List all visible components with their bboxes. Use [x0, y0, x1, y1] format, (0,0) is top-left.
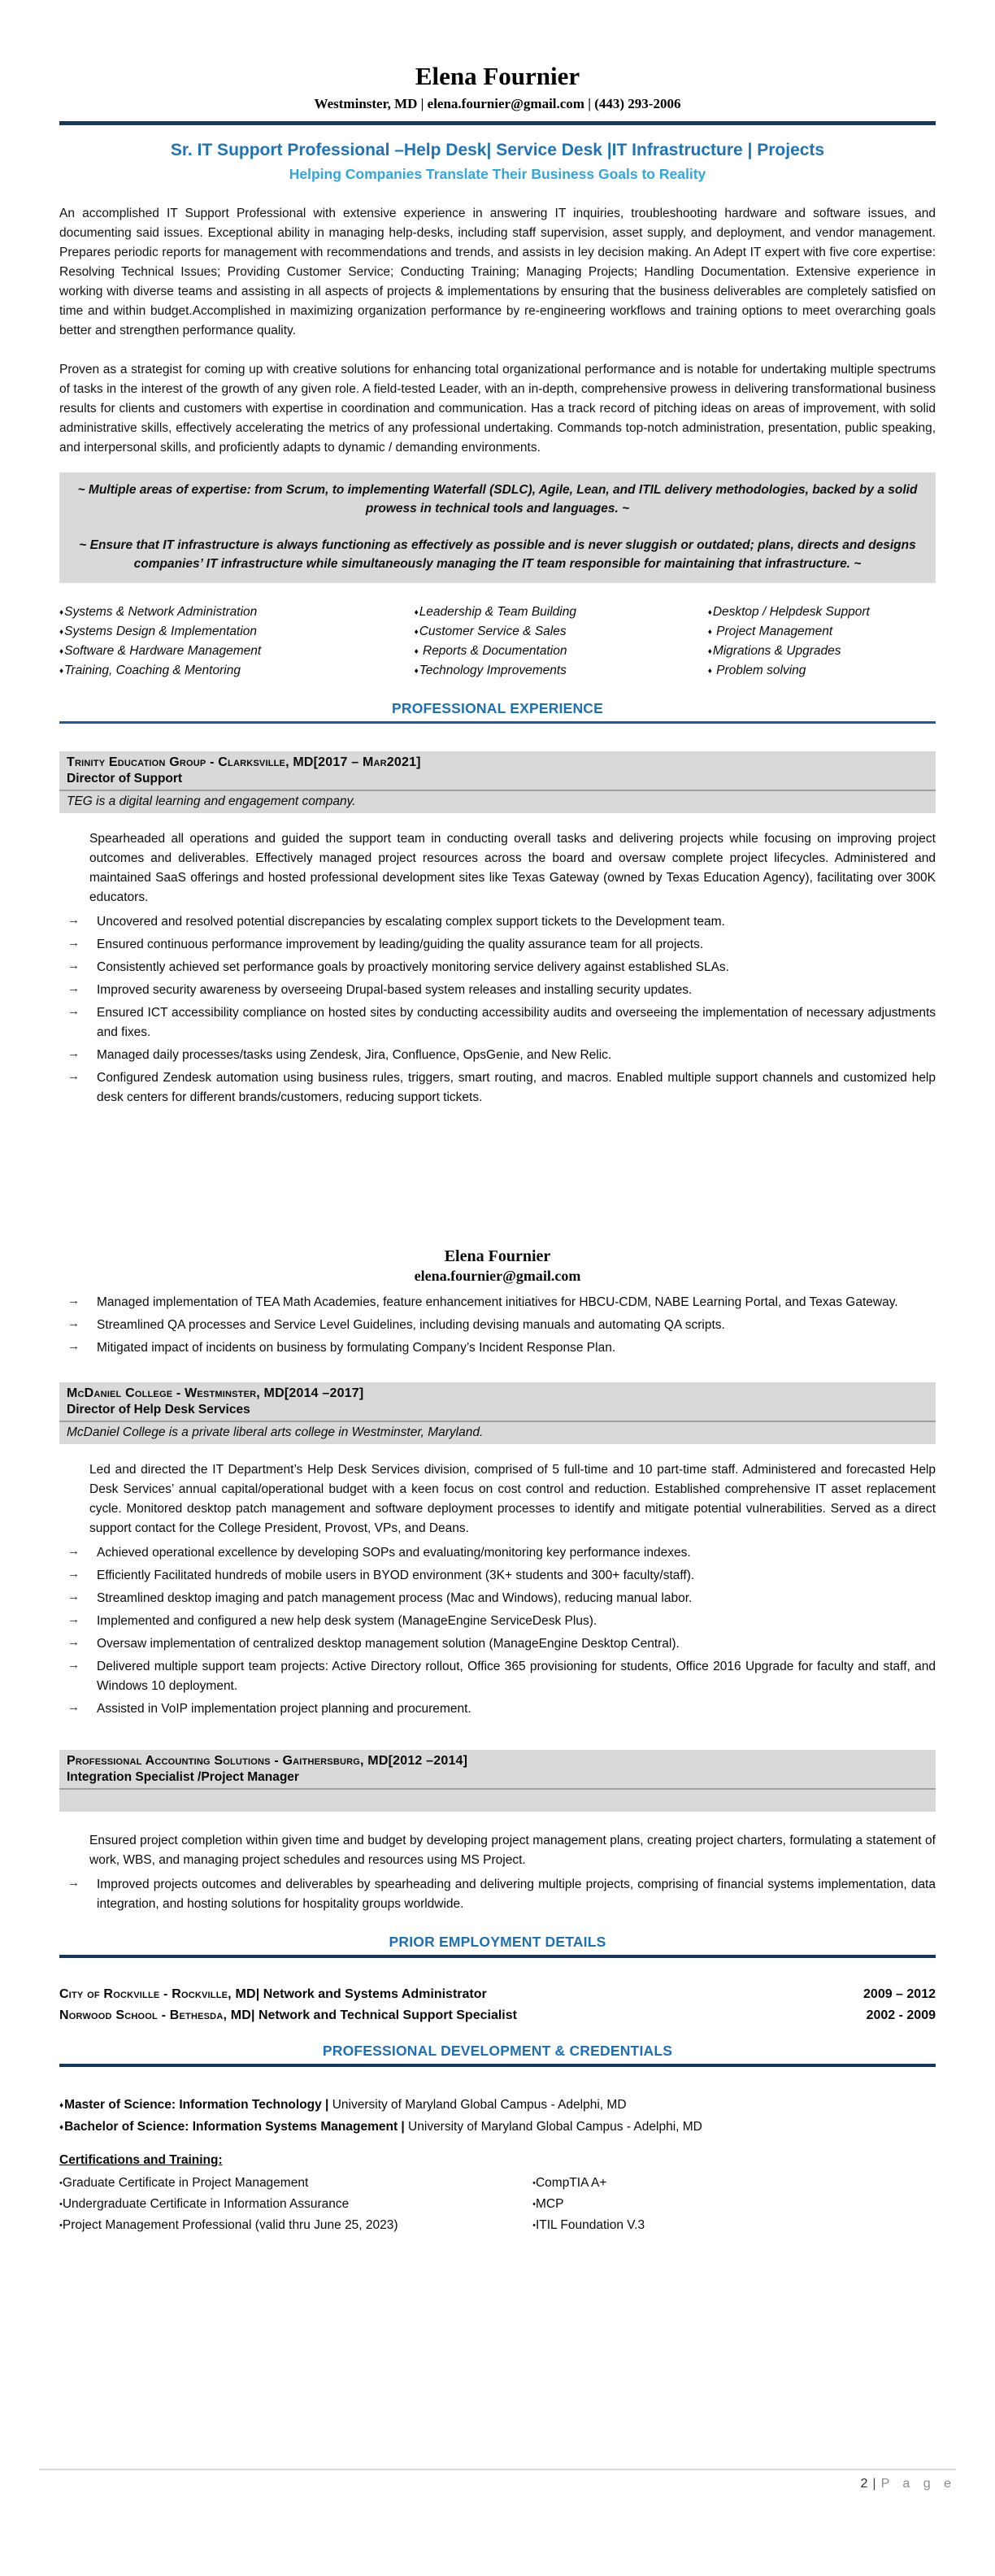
diamond-bullet-icon: ♦ [59, 667, 64, 676]
bullet-item [67, 1543, 936, 1563]
bullet-text: Ensured ICT accessibility compliance on hosted sites by conducting accessibility audits and overseeing the implementation of necessary adjustments and fixes. [97, 1006, 936, 1039]
arrow-bullet-icon: → [67, 1544, 80, 1558]
certification-label: Graduate Certificate in Project Management [62, 2176, 309, 2190]
diamond-bullet-icon: ♦ [414, 628, 419, 637]
page-number [39, 2477, 956, 2491]
bullet-text: Improved projects outcomes and deliverables by spearheading and delivering multiple projects, comprising of financial systems implementation, data integration, and hosting solutions for hospitality groups worldwide. [97, 1878, 936, 1911]
bullet-item [67, 1003, 936, 1042]
certifications-right [532, 2173, 936, 2236]
section-heading-development: PROFESSIONAL DEVELOPMENT & CREDENTIALS [322, 2043, 673, 2059]
skill-label: Systems & Network Administration [64, 605, 258, 619]
prior-role: | Network and Technical Support Specialist [251, 2008, 517, 2022]
skills-grid [59, 603, 936, 681]
bullet-item [67, 1566, 936, 1586]
arrow-bullet-icon: → [67, 1004, 80, 1018]
certification-item [59, 2215, 532, 2236]
skill-item [415, 642, 708, 661]
bullet-item [67, 1316, 936, 1335]
skill-item [59, 642, 415, 661]
skill-item [415, 622, 708, 642]
arrow-bullet-icon: → [67, 959, 80, 973]
education-school: University of Maryland Global Campus - Adelphi, MD [404, 2120, 702, 2134]
contact-line: Westminster, MD | elena.fournier@gmail.com | (443) 293-2006 [314, 96, 681, 111]
skill-item [415, 661, 708, 681]
education-degree: Master of Science: Information Technology | [64, 2098, 329, 2112]
resume-title: Sr. IT Support Professional –Help Desk| Service Desk |IT Infrastructure | Projects [170, 141, 825, 159]
education-list [59, 2095, 936, 2139]
certification-item [532, 2215, 936, 2236]
arrow-bullet-icon: → [67, 981, 80, 995]
certification-label: MCP [535, 2197, 564, 2211]
bullet-text: Oversaw implementation of centralized desktop management solution (ManageEngine Desktop Central). [97, 1637, 680, 1651]
expertise-highlight-box [59, 472, 936, 583]
candidate-name: Elena Fournier [415, 62, 580, 90]
summary-paragraph-2: Proven as a strategist for coming up with creative solutions for enhancing total organizational performance and is notable for undertaking multiple spectrums of tasks in the interest of the growth of any given role. A field-tested Leader, with an in-depth, comprehensive prowess in delivering transformational business results for clients and customers with expertise in coordination and communication. Has a track record of pitching ideas on areas of improvement, with solid administrative skills, effectively accelerating the metrics of any professional undertaking. Commands top-notch administration, presentation, public speaking, and interpersonal skills, and proficiently adapts to dynamic / demanding environments. [59, 363, 936, 455]
job2-bullets [59, 1543, 936, 1719]
skill-label: Migrations & Upgrades [712, 644, 841, 658]
certification-item [532, 2173, 936, 2194]
education-school: University of Maryland Global Campus - Adelphi, MD [328, 2098, 627, 2112]
skill-label: Customer Service & Sales [419, 624, 567, 638]
bullet-text: Mitigated impact of incidents on business by formulating Company’s Incident Response Plan. [97, 1341, 616, 1355]
page2-email: elena.fournier@gmail.com [414, 1268, 581, 1284]
prior-company: Norwood School - Bethesda, MD [59, 2008, 252, 2022]
arrow-bullet-icon: → [67, 1635, 80, 1649]
arrow-bullet-icon: → [67, 1339, 80, 1353]
prior-dates: 2002 - 2009 [866, 2008, 936, 2022]
job3-role: Integration Specialist /Project Manager [67, 1770, 299, 1784]
skill-item [708, 642, 936, 661]
job1-bullets [59, 912, 936, 1107]
prior-company: City of Rockville - Rockville, MD [59, 1987, 256, 2001]
arrow-bullet-icon: → [67, 1316, 80, 1330]
prior-role: | Network and Systems Administrator [255, 1987, 487, 2001]
bullet-item [67, 912, 936, 932]
arrow-bullet-icon: → [67, 1567, 80, 1581]
arrow-bullet-icon: → [67, 1046, 80, 1060]
skill-item [59, 603, 415, 622]
bullet-item [67, 1875, 936, 1914]
dot-bullet-icon: • [532, 2221, 536, 2230]
bullet-item [67, 1612, 936, 1631]
certification-item [59, 2173, 532, 2194]
certifications-heading: Certifications and Training: [59, 2153, 223, 2167]
job2-role: Director of Help Desk Services [67, 1403, 250, 1416]
page-number-separator: | [872, 2477, 876, 2491]
bullet-text: Efficiently Facilitated hundreds of mobile users in BYOD environment (3K+ students and 300+ faculty/staff). [97, 1569, 695, 1582]
job2-intro: Led and directed the IT Department’s Help Desk Services division, comprised of 5 full-time and 10 part-time staff. Administered and forecasted Help Desk Services’ annual capital/operational budget with a keen focus on cost control and reduction. Established comprehensive IT asset replacement cycle. Monitored desktop patch management and software deployment processes to identify and mitigate potential vulnerabilities. Served as a direct support contact for the College President, Provost, VPs, and Deans. [89, 1463, 936, 1535]
bullet-item [67, 935, 936, 955]
page-break-gap [59, 1111, 936, 1247]
diamond-bullet-icon: ♦ [707, 608, 712, 617]
bullet-item [67, 981, 936, 1000]
skill-item [708, 622, 936, 642]
job2-about: McDaniel College is a private liberal arts college in Westminster, Maryland. [67, 1425, 484, 1439]
job3-header [59, 1750, 936, 1812]
bullet-text: Configured Zendesk automation using business rules, triggers, smart routing, and macros. Enabled multiple support channels and customized help desk centers for different brands/customers, reducing support tickets. [97, 1071, 936, 1104]
dot-bullet-icon: • [59, 2221, 63, 2230]
job2-header [59, 1382, 936, 1444]
section-rule [59, 2064, 936, 2067]
dot-bullet-icon: • [59, 2200, 63, 2209]
diamond-bullet-icon: ♦ [59, 2101, 64, 2110]
skill-label: Systems Design & Implementation [64, 624, 258, 638]
skill-label: Problem solving [712, 664, 806, 677]
certifications-columns [59, 2173, 936, 2236]
bullet-text: Implemented and configured a new help desk system (ManageEngine ServiceDesk Plus). [97, 1614, 597, 1628]
arrow-bullet-icon: → [67, 1658, 80, 1672]
education-degree: Bachelor of Science: Information Systems Management | [64, 2120, 405, 2134]
bullet-text: Ensured continuous performance improvement by leading/guiding the quality assurance team for all projects. [97, 938, 704, 951]
page-word: P a g e [880, 2477, 956, 2491]
skill-item [415, 603, 708, 622]
arrow-bullet-icon: → [67, 913, 80, 927]
bullet-item [67, 1046, 936, 1065]
skill-label: Software & Hardware Management [64, 644, 262, 658]
prior-employment-row [59, 1984, 936, 2005]
bullet-item [67, 1338, 936, 1358]
job3-intro: Ensured project completion within given time and budget by developing project management plans, creating project charters, formulating a statement of work, WBS, and managing project schedules and resources using MS Project. [89, 1834, 936, 1867]
bullet-item [67, 958, 936, 977]
skill-item [59, 661, 415, 681]
bullet-text: Improved security awareness by overseeing Drupal-based system releases and installing security updates. [97, 983, 693, 997]
footer-rule [39, 2469, 956, 2470]
page2-candidate-name: Elena Fournier [444, 1247, 551, 1265]
bullet-item [67, 1657, 936, 1696]
bullet-item [67, 1699, 936, 1719]
certifications-left [59, 2173, 532, 2236]
skill-item [708, 661, 936, 681]
prior-employment-row [59, 2005, 936, 2026]
diamond-bullet-icon: ♦ [707, 667, 712, 676]
diamond-bullet-icon: ♦ [414, 647, 419, 656]
skill-label: Reports & Documentation [419, 644, 567, 658]
skill-label: Project Management [712, 624, 833, 638]
skill-label: Training, Coaching & Mentoring [64, 664, 241, 677]
dot-bullet-icon: • [532, 2200, 536, 2209]
bullet-item [67, 1589, 936, 1608]
job2-company: McDaniel College - Westminster, MD[2014 –2017] [67, 1386, 364, 1400]
skill-item [708, 603, 936, 622]
job1-intro: Spearheaded all operations and guided the support team in conducting overall tasks and delivering projects while focusing on improving project outcomes and deliverables. Effectively managed project resources across the board and oversaw complete project lifecycles. Administered and maintained SaaS offerings and hosted professional development sites like Texas Gateway (owned by Texas Education Agency), facilitating over 300K educators. [89, 832, 936, 904]
certification-label: ITIL Foundation V.3 [535, 2218, 645, 2232]
skill-label: Desktop / Helpdesk Support [712, 605, 870, 619]
arrow-bullet-icon: → [67, 936, 80, 950]
education-row [59, 2117, 936, 2139]
prior-left [59, 2005, 867, 2026]
bullet-text: Streamlined QA processes and Service Level Guidelines, including devising manuals and automating QA scripts. [97, 1318, 725, 1332]
highlight-2: ~ Ensure that IT infrastructure is always functioning as effectively as possible and is never sluggish or outdated; plans, directs and designs companies’ IT infrastructure while simultaneously managing the IT team responsible for maintaining that infrastructure. ~ [79, 538, 916, 571]
skills-column-2 [415, 603, 708, 681]
bullet-text: Assisted in VoIP implementation project planning and procurement. [97, 1702, 471, 1716]
arrow-bullet-icon: → [67, 1069, 80, 1083]
certification-item [532, 2194, 936, 2215]
arrow-bullet-icon: → [67, 1876, 80, 1890]
summary-paragraph-1: An accomplished IT Support Professional with extensive experience in answering IT inquiries, troubleshooting hardware and software issues, and documenting said issues. Exceptional ability in managing help-desks, including staff supervision, asset supply, and deployment, and vendor management. Prepares periodic reports for management with recommendations and trends, and assists in ley decision making. An Adept IT expert with five core expertise: Resolving Technical Issues; Providing Customer Service; Conducting Training; Managing Projects; Handling Documentation. Extensive experience in working with diverse teams and assisting in all aspects of projects & implementations by ensuring that the business deliverables are completely satisfied on time and within budget.Accomplished in maximizing organization performance by re-engineering workflows and training options to meet overarching goals better and strengthen performance quality. [59, 207, 936, 337]
job1-continued-bullets [59, 1293, 936, 1358]
arrow-bullet-icon: → [67, 1700, 80, 1714]
section-rule [59, 1955, 936, 1958]
dot-bullet-icon: • [532, 2178, 536, 2188]
page-number-value: 2 [860, 2477, 868, 2491]
bullet-text: Uncovered and resolved potential discrepancies by escalating complex support tickets to the Development team. [97, 915, 725, 929]
prior-employment-list [59, 1984, 936, 2026]
skills-column-3 [708, 603, 936, 681]
bullet-text: Achieved operational excellence by developing SOPs and evaluating/monitoring key performance indexes. [97, 1546, 691, 1560]
job1-header [59, 751, 936, 813]
job1-company: Trinity Education Group - Clarksville, MD[2017 – Mar2021] [67, 755, 421, 769]
header-rule [59, 121, 936, 125]
highlight-1: ~ Multiple areas of expertise: from Scrum, to implementing Waterfall (SDLC), Agile, Lean, and ITIL delivery methodologies, backed by a solid prowess in technical tools and languages. ~ [77, 483, 918, 516]
arrow-bullet-icon: → [67, 1294, 80, 1308]
arrow-bullet-icon: → [67, 1612, 80, 1626]
education-row [59, 2095, 936, 2117]
skills-column-1 [59, 603, 415, 681]
diamond-bullet-icon: ♦ [414, 608, 419, 617]
bullet-text: Managed implementation of TEA Math Academies, feature enhancement initiatives for HBCU-CDM, NABE Learning Portal, and Texas Gateway. [97, 1295, 898, 1309]
certification-label: Undergraduate Certificate in Information Assurance [62, 2197, 350, 2211]
bullet-text: Managed daily processes/tasks using Zendesk, Jira, Confluence, OpsGenie, and New Relic. [97, 1048, 612, 1062]
certification-label: Project Management Professional (valid thru June 25, 2023) [62, 2218, 398, 2232]
bullet-item [67, 1068, 936, 1107]
prior-dates: 2009 – 2012 [863, 1987, 936, 2001]
dot-bullet-icon: • [59, 2178, 63, 2188]
arrow-bullet-icon: → [67, 1590, 80, 1603]
bullet-item [67, 1293, 936, 1312]
bullet-text: Streamlined desktop imaging and patch management process (Mac and Windows), reducing manual labor. [97, 1591, 693, 1605]
job1-role: Director of Support [67, 772, 183, 785]
prior-left [59, 1984, 863, 2005]
certification-label: CompTIA A+ [535, 2176, 607, 2190]
diamond-bullet-icon: ♦ [59, 647, 64, 656]
bullet-text: Delivered multiple support team projects: Active Directory rollout, Office 365 provisioning for students, Office 2016 Upgrade for faculty and staff, and Windows 10 deployment. [97, 1660, 936, 1693]
bullet-item [67, 1634, 936, 1654]
diamond-bullet-icon: ♦ [59, 628, 64, 637]
job3-bullets [59, 1875, 936, 1914]
section-heading-experience: PROFESSIONAL EXPERIENCE [391, 700, 604, 716]
diamond-bullet-icon: ♦ [414, 667, 419, 676]
resume-tagline: Helping Companies Translate Their Business Goals to Reality [289, 166, 706, 182]
job3-about [59, 1790, 936, 1812]
skill-label: Technology Improvements [419, 664, 567, 677]
skill-label: Leadership & Team Building [419, 605, 576, 619]
skill-item [59, 622, 415, 642]
diamond-bullet-icon: ♦ [59, 2123, 64, 2132]
diamond-bullet-icon: ♦ [707, 628, 712, 637]
certification-item [59, 2194, 532, 2215]
page-footer [39, 2469, 956, 2491]
job3-company: Professional Accounting Solutions - Gaithersburg, MD[2012 –2014] [67, 1754, 468, 1768]
diamond-bullet-icon: ♦ [707, 647, 712, 656]
job1-about: TEG is a digital learning and engagement company. [67, 794, 356, 808]
bullet-text: Consistently achieved set performance goals by proactively monitoring service delivery against established SLAs. [97, 960, 729, 974]
diamond-bullet-icon: ♦ [59, 608, 64, 617]
section-heading-prior: PRIOR EMPLOYMENT DETAILS [389, 1934, 606, 1950]
